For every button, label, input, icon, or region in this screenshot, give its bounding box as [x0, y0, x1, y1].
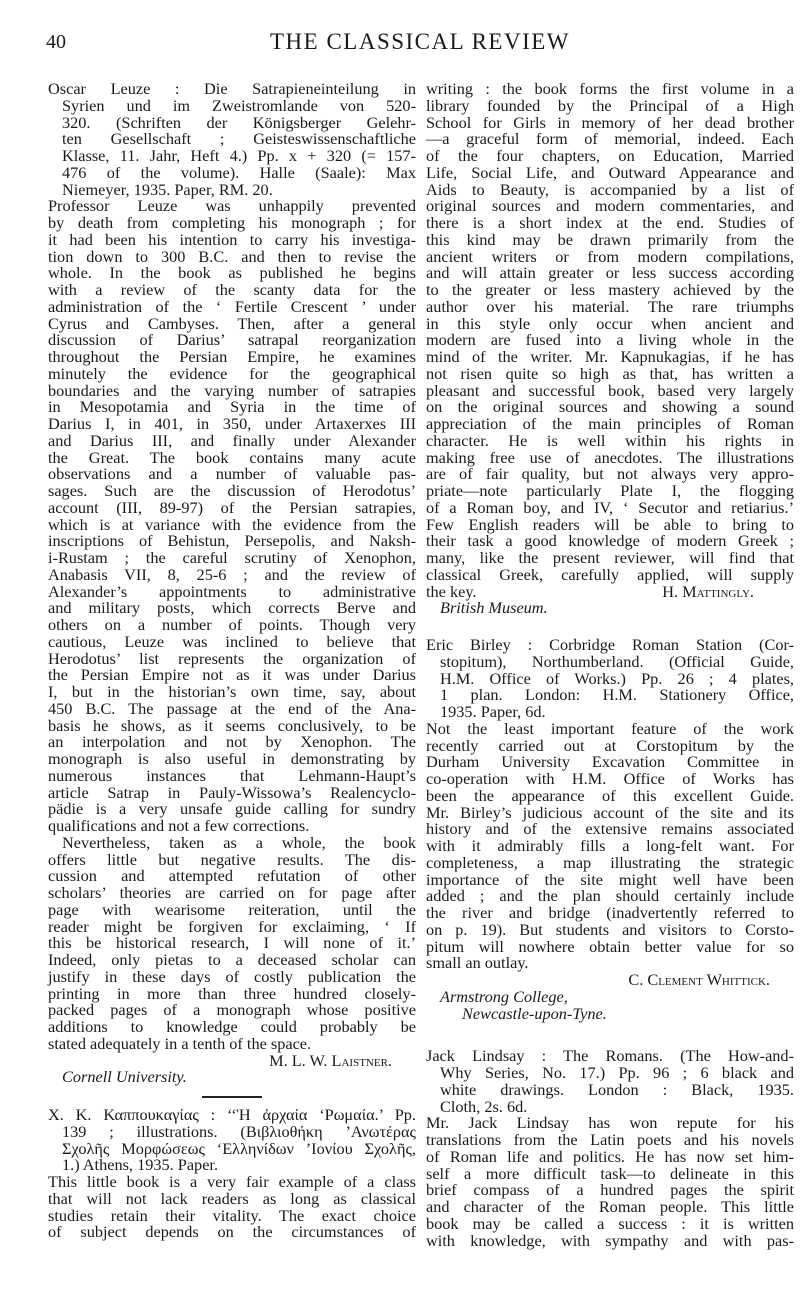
text-line: stopitum), Northumberland. (Official Guide, [440, 651, 794, 671]
text-line: white drawings. London : Black, 1935. [440, 1079, 794, 1099]
text-line: 320. (Schriften der Königsberger Gelehr- [62, 112, 416, 132]
text-line: and Darius III, and finally under Alexander [48, 430, 416, 450]
text-line: completeness, a map illustrating the strategic [426, 852, 794, 872]
review-paragraph [426, 81, 794, 600]
text-line: whole. In the book as published he begins [48, 263, 416, 283]
text-line: Eric Birley : Corbridge Roman Station (Cor- [426, 635, 794, 654]
text-line: Σχολῆς Μορφώσεως ‘Ελληνίδων ’Ιονίου Σχολῆς, [62, 1138, 416, 1158]
text-line: studies retain their vitality. The exact choice [48, 1205, 416, 1225]
review-paragraph [48, 832, 416, 1053]
text-line: mind of the writer. Mr. Kapnukagias, if he has [426, 347, 794, 366]
text-line: —a graceful form of memorial, indeed. Each [426, 129, 794, 149]
text-line: 1 plan. London: H.M. Stationery Office, [440, 685, 794, 705]
text-line: Alexander’s appointments to administrative [48, 581, 416, 601]
review-paragraph [48, 1174, 416, 1241]
review-heading [48, 1107, 416, 1174]
reviewer-signature: H. Mattingly. [662, 581, 754, 601]
text-line: priate—note particularly Plate I, the flogging [426, 481, 794, 500]
text-line: an interpolation and not by Xenophon. The [48, 732, 416, 752]
review-paragraph [426, 1115, 794, 1249]
text-line: ten Gesellschaft ; Geisteswissenschaftliche [62, 129, 416, 149]
text-line: making free use of anecdotes. The illustrations [426, 447, 794, 467]
reviewer-affiliation: Newcastle-upon-Tyne. [462, 1003, 607, 1023]
text-line: original sources and modern commentaries, and [426, 196, 794, 216]
text-line: Niemeyer, 1935. Paper, RM. 20. [62, 179, 273, 199]
text-line: which is at variance with the evidence from the [48, 514, 416, 534]
text-line: Cyrus and Cambyses. Then, after a general [48, 313, 416, 333]
text-line: 139 ; illustrations. (Βιβλιοθήκη ’Ανωτέρας [62, 1121, 416, 1141]
text-line: importance of the site might well have been [426, 869, 794, 889]
text-line: additions to knowledge could probably be [48, 1017, 416, 1036]
text-line: and will attain greater or less success according [426, 263, 794, 283]
reviewer-affiliation: Cornell University. [62, 1067, 187, 1087]
text-line: 476 of the volume). Halle (Saale): Max [62, 162, 416, 182]
text-line: stated adequately in a tenth of the space. [48, 1033, 312, 1053]
reviewer-affiliation: Armstrong College, [440, 986, 568, 1006]
text-line: tion down to 300 B.C. and then to revise the [48, 246, 416, 266]
text-line: monograph is also useful in demonstrating by [48, 749, 416, 768]
text-line: page with wearisome reiteration, until the [48, 899, 416, 919]
text-line: in this style only occur when ancient and [426, 313, 794, 333]
text-line: classical Greek, carefully applied, will supply [426, 564, 794, 584]
text-line: qualifications and not a few corrections. [48, 816, 310, 835]
text-line: sages. Such are the discussion of Herodotus’ [48, 481, 416, 500]
text-line: Mr. Jack Lindsay has won repute for his [426, 1113, 794, 1133]
section-divider [202, 1096, 262, 1098]
text-line: Durham University Excavation Committee in [426, 752, 794, 772]
text-line: Oscar Leuze : Die Satrapieneinteilung in [48, 79, 416, 98]
text-line: Mr. Birley’s judicious account of the site and its [426, 802, 794, 822]
right-column [426, 81, 794, 1249]
text-line: Nevertheless, taken as a whole, the book [62, 832, 416, 852]
text-line: history and of the extensive remains associated [426, 819, 794, 839]
text-line: pädie is a very unsafe guide calling for sundry [48, 799, 416, 819]
text-line: 1935. Paper, 6d. [440, 702, 546, 721]
text-line: with a review of the scanty data for the [48, 280, 416, 299]
review-heading [426, 1048, 794, 1115]
review-heading [426, 637, 794, 721]
text-line: observations and a number of valuable pas- [48, 464, 416, 484]
text-line: self a more difficult task—to delineate in this [426, 1163, 794, 1183]
text-line: this kind may be drawn primarily from the [426, 229, 794, 249]
text-line: the key. [426, 581, 477, 601]
text-line: appreciation of the main principles of Roman [426, 414, 794, 433]
reviewer-signature: C. Clement Whittick. [628, 970, 770, 989]
page-number: 40 [46, 31, 66, 53]
reviewer-affiliation: British Museum. [440, 598, 548, 618]
text-line: on p. 19). But students and visitors to Corsto- [426, 919, 794, 939]
text-line: writing : the book forms the first volume in a [426, 79, 794, 98]
text-line: the river and bridge (inadvertently referred to [426, 903, 794, 922]
review-paragraph [48, 198, 416, 835]
text-line: cussion and attempted refutation of other [48, 866, 416, 886]
text-line: Aids to Beauty, is accompanied by a list of [426, 179, 794, 199]
text-line: that will not lack readers as long as classical [48, 1188, 416, 1208]
text-line: Few English readers will be able to bring to [426, 514, 794, 534]
text-line: to the greater or less mastery achieved by the [426, 280, 794, 299]
text-line: modern are fused into a living whole in the [426, 330, 794, 350]
text-line: with knowledge, with sympathy and with pas- [426, 1230, 794, 1250]
text-line: of Roman life and politics. He has now set him- [426, 1146, 794, 1166]
text-line: co-operation with H.M. Office of Works has [426, 769, 794, 788]
text-line: brief compass of a hundred pages the spirit [426, 1180, 794, 1200]
text-line: and military posts, which corrects Berve and [48, 598, 416, 618]
text-line: Anabasis VII, 8, 25-6 ; and the review of [48, 564, 416, 584]
text-line: reader might be forgiven for exclaiming, ‘ If [48, 916, 416, 936]
text-line: been the appearance of this excellent Guide. [426, 785, 794, 805]
text-line: cautious, Leuze was inclined to believe that [48, 631, 416, 651]
text-line: character. He is well within his rights in [426, 430, 794, 450]
text-line: justify in these days of costly publication the [48, 966, 416, 986]
text-line: of the four chapters, on Education, Married [426, 146, 794, 165]
text-line: minutely the evidence for the geographical [48, 363, 416, 383]
text-line: book may be called a success : it is written [426, 1213, 794, 1233]
text-line: Herodotus’ list represents the organization of [48, 648, 416, 668]
text-line: small an outlay. [426, 953, 529, 973]
journal-title: THE CLASSICAL REVIEW [269, 29, 570, 54]
text-line: i-Rustam ; the careful scrutiny of Xenophon, [48, 548, 416, 567]
text-line: article Satrap in Pauly-Wissowa’s Realencyclo- [48, 782, 416, 802]
text-line: discussion of Darius’ satrapal reorganization [48, 330, 416, 350]
text-line: their task a good knowledge of modern Greek ; [426, 531, 794, 551]
text-line: scholars’ theories are carried on for page after [48, 883, 416, 902]
text-line: library founded by the Principal of a High [426, 95, 794, 115]
text-line: and character of the Roman people. This little [426, 1197, 794, 1216]
section-spacer [426, 1022, 794, 1048]
reviewer-signature: M. L. W. Laistner. [269, 1050, 392, 1070]
text-line: this be historical research, I will none of it.’ [48, 933, 416, 953]
section-spacer [426, 617, 794, 637]
review-paragraph [426, 718, 794, 973]
text-line: translations from the Latin poets and his novels [426, 1130, 794, 1149]
text-line: of a Roman boy, and IV, ‘ Secutor and retiarius.’ [426, 497, 794, 517]
text-line: X. K. Καππουκαγίας : ‘‘Ἡ ἀρχαία ‘Ρωμαία.’ Pp. [48, 1105, 416, 1124]
text-line: H.M. Office of Works.) Pp. 26 ; 4 plates, [440, 668, 794, 688]
text-line: boundaries and the varying number of satrapies [48, 380, 416, 400]
text-line: numerous instances that Lehmann-Haupt’s [48, 765, 416, 785]
text-line: Indeed, only pietas to a deceased scholar can [48, 950, 416, 969]
text-line: This little book is a very fair example of a class [48, 1172, 416, 1191]
text-line: offers little but negative results. The dis- [48, 849, 416, 869]
text-line: 1.) Athens, 1935. Paper. [62, 1155, 219, 1175]
text-line: administration of the ‘ Fertile Crescent ’ under [48, 296, 416, 316]
text-line: Darius I, in 401, in 350, under Artaxerxes III [48, 414, 416, 433]
text-line: account (III, 89-97) of the Persian satrapies, [48, 497, 416, 517]
text-line: Jack Lindsay : The Romans. (The How-and- [426, 1046, 794, 1066]
text-line: 450 B.C. The passage at the end of the Ana- [48, 698, 416, 718]
review-heading [48, 81, 416, 198]
text-line: added ; and the plan should certainly include [426, 886, 794, 906]
text-line: author over his material. The rare triumphs [426, 296, 794, 316]
text-line: inscriptions of Behistun, Persepolis, and Naksh- [48, 531, 416, 551]
text-line: School for Girls in memory of her dead brother [426, 112, 794, 132]
text-line: ancient writers or from modern compilations, [426, 246, 794, 266]
text-line: the Great. The book contains many acute [48, 447, 416, 467]
text-line: many, like the present reviewer, will find that [426, 548, 794, 567]
text-line: in Mesopotamia and Syria in the time of [48, 397, 416, 417]
text-line: Cloth, 2s. 6d. [440, 1096, 528, 1116]
text-line: on the original sources and showing a sound [426, 397, 794, 417]
text-line: of subject depends on the circumstances of [48, 1222, 416, 1242]
text-line: Professor Leuze was unhappily prevented [48, 196, 416, 216]
text-line: others on a number of points. Though very [48, 615, 416, 634]
text-line: packed pages of a monograph whose positive [48, 1000, 416, 1020]
text-line: Not the least important feature of the work [426, 718, 794, 738]
left-column [48, 81, 416, 1241]
text-line: Klasse, 11. Jahr, Heft 4.) Pp. x + 320 (= 157- [62, 146, 416, 165]
text-line: it had been his intention to carry his investiga- [48, 229, 416, 249]
text-line: basis he shows, as it seems conclusively, to be [48, 715, 416, 735]
text-line: throughout the Persian Empire, he examines [48, 347, 416, 366]
text-line: are of fair quality, but not always very appro- [426, 464, 794, 484]
text-line: recently carried out at Corstopitum by the [426, 735, 794, 755]
text-line: I, but in the historian’s own time, say, about [48, 682, 416, 701]
text-line: pleasant and successful book, based very largely [426, 380, 794, 400]
text-line: pitum will nowhere obtain better value for so [426, 936, 794, 956]
text-line: not risen quite so high as that, has written a [426, 363, 794, 383]
text-line: there is a short index at the end. Studies of [426, 213, 794, 232]
text-line: Why Series, No. 17.) Pp. 96 ; 6 black and [440, 1063, 794, 1082]
text-line: the Persian Empire not as it was under Darius [48, 665, 416, 685]
text-line: Syrien und im Zweistromlande von 520- [62, 95, 416, 115]
text-line: with it admirably fills a long-felt want. For [426, 836, 794, 855]
text-line: Life, Social Life, and Outward Appearance and [426, 162, 794, 182]
text-line: by death from completing his monograph ; for [48, 213, 416, 232]
text-line: printing in more than three hundred closely- [48, 983, 416, 1003]
